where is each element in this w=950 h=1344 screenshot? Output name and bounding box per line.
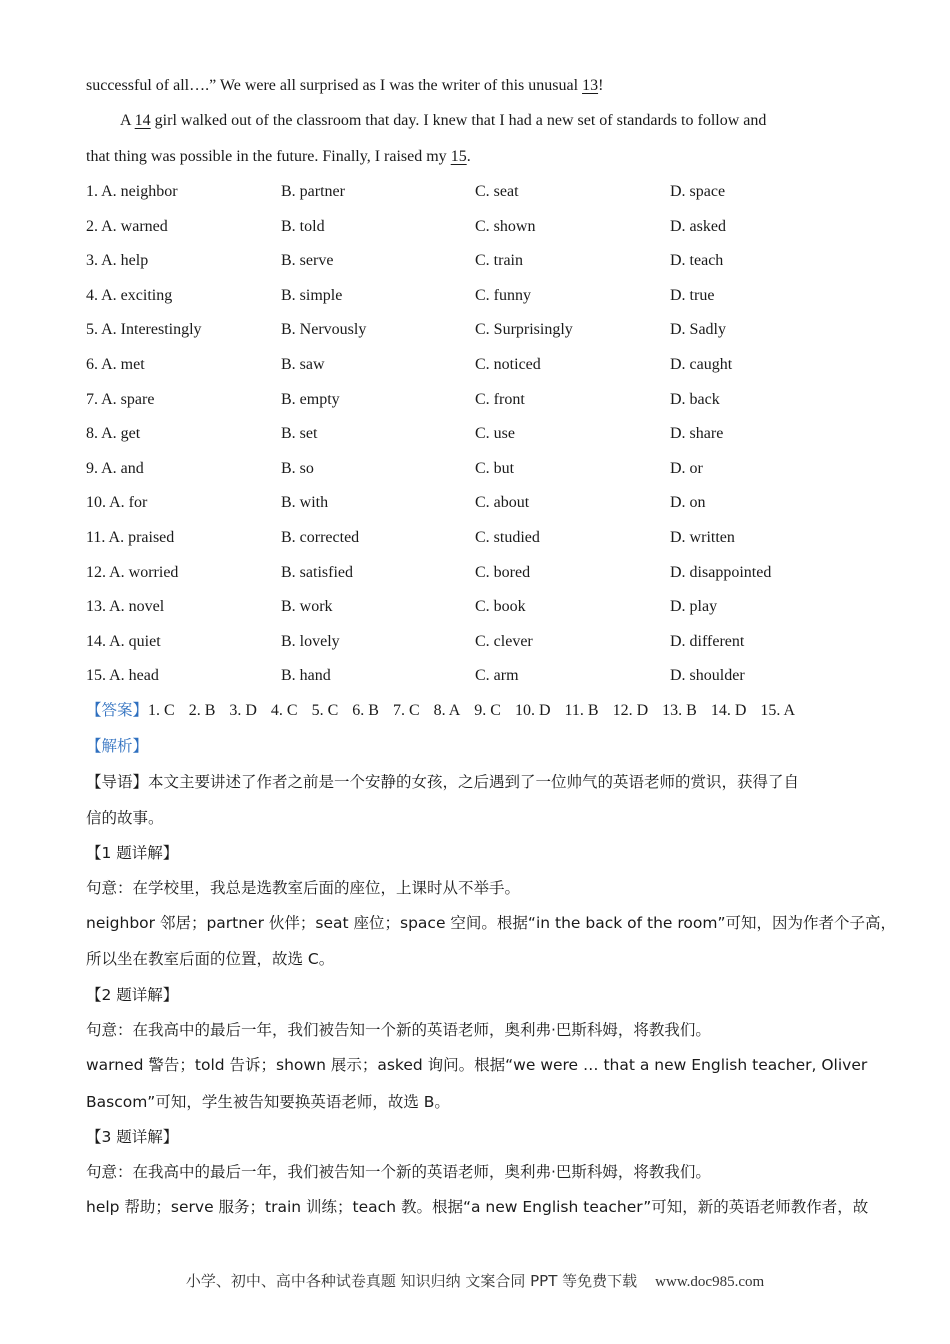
option-b: B. hand (281, 667, 331, 685)
answer-item: 8. A (433, 702, 461, 719)
option-d: D. written (670, 529, 735, 546)
option-row (86, 528, 886, 550)
answer-line (86, 700, 809, 721)
option-b: B. serve (281, 252, 334, 270)
option-c: C. Surprisingly (475, 321, 573, 339)
passage-text-end: ! (598, 77, 604, 94)
answer-item: 11. B (564, 702, 599, 719)
option-c: C. bored (475, 563, 531, 581)
option-b: B. corrected (281, 529, 360, 546)
option-c: C. studied (475, 529, 540, 546)
option-c: C. arm (475, 667, 519, 685)
option-row (86, 320, 886, 342)
answer-item: 15. A (760, 702, 796, 719)
option-d: D. true (670, 286, 715, 304)
option-row (86, 355, 886, 377)
intro-line-2: 信的故事。 (86, 809, 164, 827)
q1-meaning: 句意：在学校里，我总是选教室后面的座位，上课时从不举手。 (86, 879, 521, 897)
option-d: D. asked (670, 217, 726, 235)
option-d: D. Sadly (670, 321, 726, 339)
option-b: B. set (281, 425, 318, 443)
option-row (86, 632, 886, 654)
passage-text: that thing was possible in the future. Finally, I raised my (86, 148, 451, 165)
option-c: C. about (475, 494, 530, 512)
option-b: B. with (281, 494, 329, 512)
option-a: 8. A. get (86, 425, 141, 443)
option-a: 9. A. and (86, 459, 144, 477)
option-a: 14. A. quiet (86, 632, 161, 650)
footer-text: 小学、初中、高中各种试卷真题 知识归纳 文案合同 PPT 等免费下载 (185, 1272, 638, 1290)
option-d: D. back (670, 390, 720, 408)
option-row (86, 217, 886, 239)
option-b: B. empty (281, 390, 340, 408)
option-b: B. satisfied (281, 563, 353, 581)
option-a: 7. A. spare (86, 390, 155, 408)
option-d: D. disappointed (670, 563, 772, 581)
passage-line-2 (120, 111, 864, 131)
option-b: B. so (281, 459, 314, 477)
option-a: 3. A. help (86, 252, 149, 270)
option-a: 1. A. neighbor (86, 183, 178, 200)
answer-item: 3. D (229, 702, 257, 719)
option-d: D. caught (670, 356, 733, 373)
option-c: C. seat (475, 183, 519, 200)
page-footer (0, 1270, 950, 1291)
q3-meaning: 句意：在我高中的最后一年，我们被告知一个新的英语老师，奥利弗·巴斯科姆，将教我们。 (86, 1163, 711, 1181)
option-b: B. work (281, 598, 333, 616)
option-row (86, 459, 886, 481)
option-row (86, 182, 886, 204)
footer-link[interactable]: www.doc985.com (655, 1274, 765, 1290)
blank-15: 15 (450, 148, 467, 165)
option-row (86, 493, 886, 515)
option-b: B. told (281, 217, 325, 235)
option-a: 13. A. novel (86, 598, 165, 616)
passage-line-1 (86, 76, 864, 96)
option-d: D. play (670, 598, 718, 616)
option-a: 2. A. warned (86, 217, 168, 235)
answer-item: 14. D (710, 702, 747, 719)
answer-item: 10. D (514, 702, 551, 719)
option-row (86, 286, 886, 308)
answer-item: 9. C (474, 702, 501, 719)
option-d: D. teach (670, 252, 724, 270)
option-row (86, 390, 886, 412)
option-a: 6. A. met (86, 356, 145, 373)
option-c: C. shown (475, 217, 536, 235)
q2-explanation-2: Bascom”可知，学生被告知要换英语老师，故选 B。 (86, 1093, 450, 1111)
analysis-tag: 【解析】 (86, 737, 149, 755)
q2-title: 【2 题详解】 (86, 986, 179, 1004)
passage-text: successful of all….” We were all surprised as I was the writer of this unusual (86, 77, 583, 94)
answer-list (148, 702, 809, 719)
answer-item: 12. D (612, 702, 649, 719)
option-a: 4. A. exciting (86, 286, 173, 304)
option-row (86, 424, 886, 446)
passage-line-3 (86, 147, 864, 167)
option-a: 10. A. for (86, 494, 148, 512)
option-d: D. shoulder (670, 667, 745, 685)
answer-item: 1. C (148, 702, 175, 719)
option-c: C. use (475, 425, 515, 443)
answer-item: 13. B (662, 702, 697, 719)
blank-14: 14 (134, 112, 151, 129)
option-row (86, 666, 886, 688)
q2-explanation-1: warned 警告；told 告诉；shown 展示；asked 询问。根据“we were … that a new English teacher, Oliver (86, 1056, 868, 1074)
option-c: C. clever (475, 632, 533, 650)
answer-item: 5. C (311, 702, 339, 719)
option-a: 11. A. praised (86, 529, 175, 546)
option-d: D. or (670, 459, 703, 477)
option-c: C. book (475, 598, 526, 616)
option-d: D. share (670, 425, 724, 443)
passage-text: girl walked out of the classroom that day. I knew that I had a new set of standards to follow and (150, 112, 767, 129)
answer-item: 6. B (352, 702, 379, 719)
option-d: D. space (670, 183, 726, 200)
option-b: B. Nervously (281, 321, 367, 339)
q1-title: 【1 题详解】 (86, 844, 179, 862)
option-d: D. different (670, 632, 745, 650)
answer-item: 4. C (270, 702, 298, 719)
intro-line-1: 【导语】本文主要讲述了作者之前是一个安静的女孩，之后遇到了一位帅气的英语老师的赏识，获得了自 (86, 773, 800, 791)
analysis-heading (86, 736, 864, 756)
option-d: D. on (670, 494, 706, 512)
q1-explanation-1: neighbor 邻居；partner 伙伴；seat 座位；space 空间。根据“in the back of the room”可知，因为作者个子高， (86, 914, 896, 932)
option-c: C. front (475, 390, 525, 408)
q3-explanation-1: help 帮助；serve 服务；train 训练；teach 教。根据“a new English teacher”可知，新的英语老师教作者，故 (86, 1198, 869, 1216)
option-c: C. funny (475, 286, 531, 304)
answer-tag: 【答案】 (86, 701, 149, 719)
q2-meaning: 句意：在我高中的最后一年，我们被告知一个新的英语老师，奥利弗·巴斯科姆，将教我们。 (86, 1021, 711, 1039)
option-a: 5. A. Interestingly (86, 321, 202, 339)
option-a: 15. A. head (86, 667, 159, 685)
answer-item: 2. B (188, 702, 216, 719)
passage-text-start: A (120, 112, 135, 129)
passage-text-end: . (466, 148, 471, 165)
option-b: B. simple (281, 286, 343, 304)
option-row (86, 251, 886, 273)
option-b: B. partner (281, 183, 345, 200)
option-b: B. lovely (281, 632, 340, 650)
option-c: C. train (475, 252, 523, 270)
option-c: C. but (475, 459, 515, 477)
q3-title: 【3 题详解】 (86, 1128, 179, 1146)
q1-explanation-2: 所以坐在教室后面的位置，故选 C。 (86, 950, 335, 968)
answer-item: 7. C (392, 702, 420, 719)
option-row (86, 563, 886, 585)
option-a: 12. A. worried (86, 563, 179, 581)
option-c: C. noticed (475, 356, 541, 373)
blank-13: 13 (582, 77, 599, 94)
option-b: B. saw (281, 356, 325, 373)
option-row (86, 597, 886, 619)
